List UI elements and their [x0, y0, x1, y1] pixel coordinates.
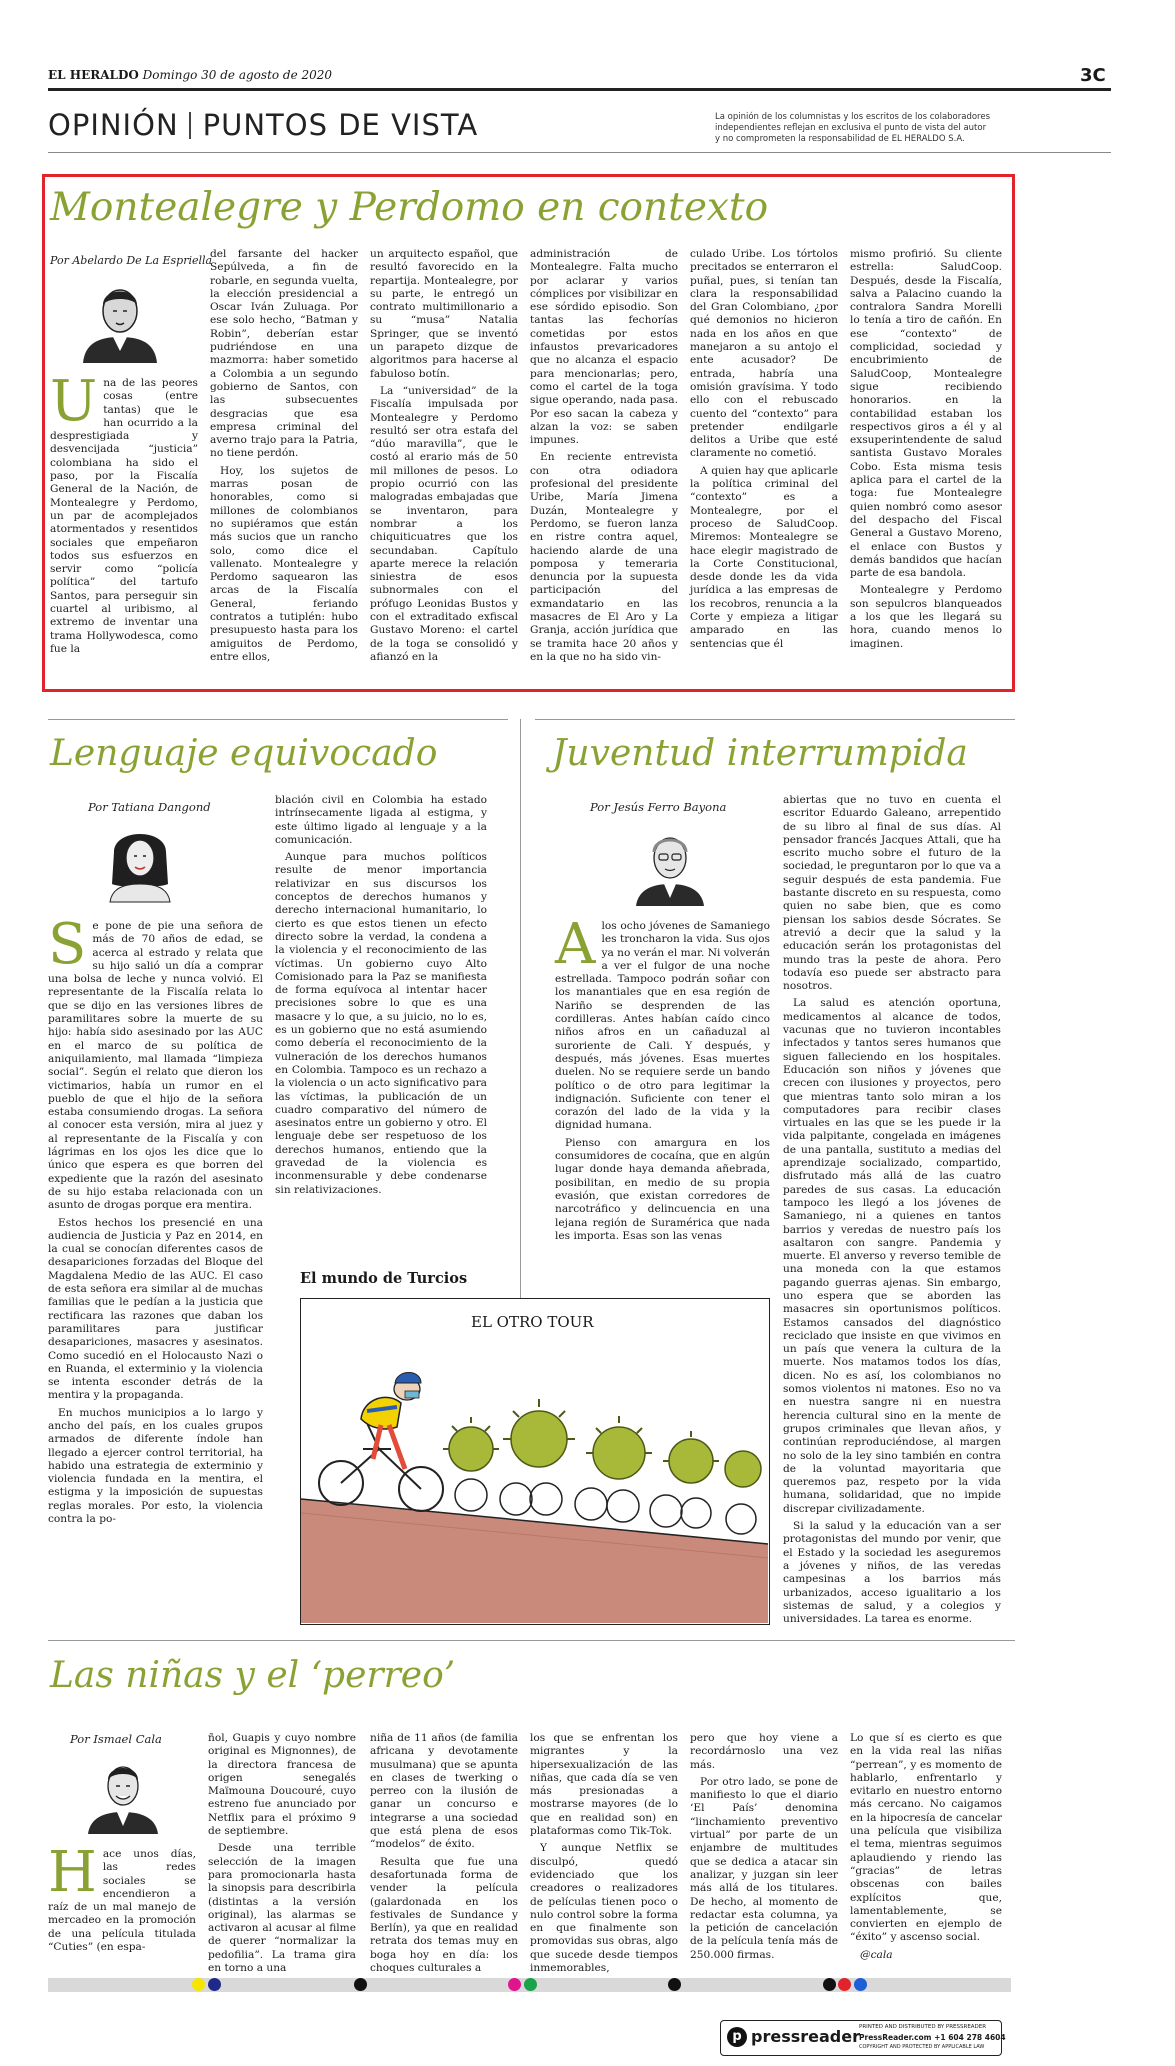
- paragraph: e pone de pie una señora de más de 70 años de edad, se acerca al estrado y relata que su hijo salió un día a comprar una bolsa de leche y nunca volvió. El representante de la Fiscalía relata lo que se dijo en las versiones libres de paramilitares sobre la muerte de su hijo: había sido asesinado por las AUC en el marco de su política de aniquilamiento, mal llamada “limpieza social”. Según el relato que dieron los victimarios, había un rumor en el pueblo de que el hijo de la señora estaba consumiendo drogas. La señora al conocer esta versión, mira al juez y al representante de la Fiscalía y con lágrimas en los ojos les dice que lo único que espera es que borren del expediente que la razón del asesinato de su hijo estaba relacionada con un asunto de drogas porque era mentira.: [48, 920, 263, 1212]
- paragraph: un arquitecto español, que resultó favorecido en la repartija. Montealegre, por su parte, le entregó un contrato multimillonario a su “musa” Natalia Springer, que se inventó un parapeto dizque de algoritmos para hacerse al fabuloso botín.: [370, 248, 518, 380]
- dropcap-montealegre: U: [50, 369, 98, 434]
- pressreader-line-1: PRINTED AND DISTRIBUTED BY PRESSREADER: [859, 2024, 987, 2030]
- byline-montealegre: Por Abelardo De La Espriella: [50, 254, 213, 267]
- cartoon-section-label: El mundo de Turcios: [300, 1270, 468, 1287]
- paragraph: Y aunque Netflix se disculpó, quedó evidenciado que los creadores o realizadores de películas tienen poco o nulo control sobre la forma en que finalmente son promovidas sus obras, algo que sucede desde tiempos inmemorables,: [530, 1842, 678, 1975]
- article-lenguaje-col-1: [48, 912, 263, 1620]
- registration-dot: [668, 1978, 681, 1991]
- paragraph: administración de Montealegre. Falta mucho por aclarar y varios cómplices por visibilizar en ese sórdido episodio. Son tantas las fechorías cometidas por estos infaustos prevaricadores que no alcanza el espacio para mencionarlas; pero, como el cartel de la toga sigue operando, nada pasa. Por eso sacan la cabeza y alzan la voz: se saben impunes.: [530, 248, 678, 447]
- pressreader-badge[interactable]: [720, 2020, 1006, 2056]
- pressreader-line-2: PressReader.com +1 604 278 4604: [859, 2033, 1006, 2042]
- disclaimer-line-2: independientes reflejan en exclusiva el punto de vista del autor: [715, 123, 987, 133]
- author-portrait-espriella: [75, 277, 165, 363]
- divider-bottom: [48, 1640, 1015, 1641]
- article-ninas-col-4: [530, 1732, 678, 1973]
- paragraph: Desde una terrible selección de la imagen para promocionarla hasta la sinopsis para describirla (distintas a la versión original), las alarmas se activaron al acusar al filme de querer “normalizar la pedofilia”. La trama gira en torno a una: [208, 1842, 356, 1975]
- paragraph: Hoy, los sujetos de marras posan de honorables, como si millones de colombianos no supiéramos que están más sucios que un rancho solo, como dice el vallenato. Montealegre y Perdomo saquearon las arcas de la Fiscalía General, feriando contratos a tutiplén: hubo presupuesto hasta para los amiguitos de Perdomo, entre ellos,: [210, 464, 358, 663]
- article-juventud-col-2: [783, 794, 1001, 1624]
- paragraph: mismo profirió. Su cliente estrella: SaludCoop. Después, desde la Fiscalía, salva a Palacino cuando la contralora Sandra Morelli lo tenía a tiro de cañón. En ese “contexto” de complicidad, sociedad y encubrimiento de SaludCoop, Montealegre sigue recibiendo honorarios. en la contabilidad estaban los respectivos giros a él y al exsuperintendente de salud santista Gustavo Morales Cobo. Esta misma tesis aplica para el cartel de la toga: fue Montealegre quien nombró como asesor del despacho del Fiscal General a Gustavo Moreno, el enlace con Bustos y demás bandidos que hacían parte de esa bandola.: [850, 248, 1002, 580]
- article-montealegre-col-5: [690, 248, 838, 687]
- registration-dot: [354, 1978, 367, 1991]
- registration-dot: [854, 1978, 867, 1991]
- paragraph: Por otro lado, se pone de manifiesto lo que el diario ‘El País’ denomina “linchamiento preventivo virtual” por parte de un enjambre de multitudes que se dedica a atacar sin analizar, y juzgan sin leer más allá de los titulares. De hecho, al momento de redactar esta columna, ya la petición de cancelación de la película tenía más de 250.000 firmas.: [690, 1775, 838, 1961]
- disclaimer-line-1: La opinión de los columnistas y los escritos de los colaboradores: [715, 112, 991, 122]
- registration-dot: [838, 1978, 851, 1991]
- paragraph: Montealegre y Perdomo son sepulcros blanqueados a los que les llegará su hora, cuando menos lo imaginen.: [850, 584, 1002, 650]
- headline-lenguaje: Lenguaje equivocado: [50, 733, 438, 774]
- author-portrait-dangond: [100, 822, 180, 902]
- issue-date: Domingo 30 de agosto de 2020: [142, 68, 333, 82]
- pressreader-line-3: COPYRIGHT AND PROTECTED BY APPLICABLE LAW: [859, 2044, 985, 2050]
- section-rule: [48, 152, 1111, 153]
- color-registration-strip: [48, 1978, 1011, 1992]
- article-montealegre-col-1: [50, 369, 198, 687]
- pressreader-logo-text: pressreader: [751, 2027, 860, 2046]
- page-number: 3C: [1080, 65, 1106, 86]
- divider-top-right: [535, 719, 1015, 720]
- article-montealegre-col-3: [370, 248, 518, 687]
- headline-montealegre: Montealegre y Perdomo en contexto: [50, 185, 769, 230]
- paragraph: pero que hoy viene a recordárnoslo una vez más.: [690, 1732, 838, 1771]
- dropcap-lenguaje: S: [48, 912, 87, 977]
- paper-name: EL HERALDO: [48, 68, 139, 82]
- paragraph: los ocho jóvenes de Samaniego les troncharon la vida. Sus ojos ya no verán el mar. Ni volverán a ver el fulgor de una noche estrellada. Tampoco podrán soñar con los manantiales que en esa región de Nariño se desprenden de las cordilleras. Antes habían caído cinco niños afros en un cañaduzal al suroriente de Cali. Y después, y después, más jóvenes. Esas muertes duelen. No se requiere serde un bando político o de otro para legitimar la indignación. Suficiente con tener el corazón del lado de la vida y la dignidad humana.: [555, 920, 770, 1132]
- paragraph: Pienso con amargura en los consumidores de cocaína, que en algún lugar donde haya demanda añebrada, posibilitan, en medio de su propia evasión, que existan corredores de narcotráfico y delincuencia en una lejana región de Suramérica que nada les importa. Esas son las venas: [555, 1136, 770, 1242]
- paragraph: A quien hay que aplicarle la política criminal del “contexto” es a Montealegre, por el proceso de SaludCoop. Miremos: Montealegre se hace elegir magistrado de la Corte Constitucional, desde donde les da vida jurídica a las empresas de los recobros, renuncia a la Corte y empieza a litigar amparado en las sentencias que él: [690, 464, 838, 650]
- byline-lenguaje: Por Tatiana Dangond: [88, 800, 211, 814]
- paragraph: En reciente entrevista con otra odiadora profesional del presidente Uribe, María Jimena Duzán, Montealegre y Perdomo, se fueron lanza en ristre contra aquel, haciendo alarde de una pomposa y temeraria denuncia por la supuesta participación del exmandatario en las masacres de El Aro y La Granja, acción jurídica que se tramita hace 20 años y en la que no ha sido vin-: [530, 451, 678, 663]
- paragraph: ñol, Guapis y cuyo nombre original es Mignonnes), de la directora francesa de origen senegalés Maïmouna Doucouré, cuyo estreno fue anunciado por Netflix para el próximo 9 de septiembre.: [208, 1732, 356, 1838]
- dropcap-juventud: A: [555, 912, 596, 977]
- byline-ninas: Por Ismael Cala: [70, 1732, 162, 1746]
- article-montealegre-col-6: [850, 248, 1002, 687]
- author-portrait-ferro: [628, 822, 712, 906]
- dropcap-ninas: H: [48, 1840, 97, 1905]
- paragraph: na de las peores cosas (entre tantas) que le han ocurrido a la desprestigiada y desvencijada “justicia” colombiana ha sido el paso, por la Fiscalía General de la Nación, de Montealegre y Perdomo, un par de acomplejados atormentados y resentidos sociales que empeñaron todos sus esfuerzos en servir como “policía política” del tartufo Santos, para perseguir sin cuartel al uribismo, al extremo de inventar una trama Hollywodesca, como fue la: [50, 377, 198, 655]
- article-montealegre-col-2: [210, 248, 358, 687]
- article-montealegre-col-4: [530, 248, 678, 687]
- paragraph: blación civil en Colombia ha estado intrínsecamente ligada al estigma, y este último ligado al lenguaje y a la comunicación.: [275, 794, 487, 846]
- paragraph: Resulta que fue una desafortunada forma de vender la película (galardonada en los festivales de Sundance y Berlín), ya que en realidad retrata dos temas muy en boga hoy en día: los choques culturales a: [370, 1855, 518, 1975]
- section-title: [48, 108, 478, 143]
- paragraph: Lo que sí es cierto es que en la vida real las niñas “perrean”, y es momento de hablarlo, enfrentarlo y evitarlo en nuestro entorno más cercano. No caigamos en la hipocresía de cancelar una película que visibiliza el tema, mientras seguimos aplaudiendo y riendo las “gracias” de letras obscenas con bailes explícitos que, lamentablemente, se convierten en ejemplo de “éxito” y ascenso social.: [850, 1732, 1002, 1944]
- headline-juventud: Juventud interrumpida: [552, 733, 968, 774]
- divider-top-left: [48, 719, 508, 720]
- paragraph: ace unos días, las redes sociales se encendieron a raíz de un mal manejo de mercadeo en la promoción de una película titulada “Cuties” (en espa-: [48, 1848, 196, 1954]
- article-ninas-col-6: [850, 1732, 1002, 1973]
- registration-dot: [508, 1978, 521, 1991]
- paragraph: abiertas que no tuvo en cuenta el escritor Eduardo Galeano, arrepentido de su libro al final de sus días. Al pensador francés Jacques Attali, que ha escrito mucho sobre el futuro de la sociedad, le preguntaron por lo que va a seguir después de esta pandemia. Fue bastante discreto en su respuesta, como quien no sabe bien, que es como piensan los sabios desde Sócrates. Se atrevió a decir que la salud y la educación serán los protagonistas del mundo tras la peste de ahora. Pero todavía eso puede ser abstracto para nosotros.: [783, 794, 1001, 993]
- section-separator: [189, 112, 191, 139]
- article-lenguaje-col-2: [275, 794, 487, 1256]
- pressreader-icon: p: [727, 2027, 747, 2047]
- registration-dot: [192, 1978, 205, 1991]
- cartoon-illustration: [301, 1299, 768, 1623]
- paragraph: los que se enfrentan los migrantes y la hipersexualización de las niñas, que cada día se ven más presionadas a mostrarse mayores (de lo que en realidad son) en plataformas como Tik-Tok.: [530, 1732, 678, 1838]
- paragraph: culado Uribe. Los tórtolos precitados se enterraron el puñal, pues, si tenían tan clara la responsabilidad del Gran Colombiano, ¿por qué demonios no hicieron nada en los años en que manejaron a su antojo el ente acusador? De entrada, habría una omisión gravísima. Y todo ello con el rebuscado cuento del “contexto” para pretender endilgarle delitos a Uribe que esté claramente no cometió.: [690, 248, 838, 460]
- paragraph: niña de 11 años (de familia africana y devotamente musulmana) que se apunta en clases de twerking o perreo con la ilusión de ganar un concurso e integrarse a una sociedad que está plena de esos “modelos” de éxito.: [370, 1732, 518, 1851]
- article-ninas-col-2: [208, 1732, 356, 1973]
- headline-ninas: Las niñas y el ‘perreo’: [50, 1655, 456, 1696]
- article-ninas-col-5: [690, 1732, 838, 1973]
- article-ninas-col-3: [370, 1732, 518, 1973]
- article-juventud-col-1: [555, 912, 770, 1242]
- paragraph: Estos hechos los presencié en una audiencia de Justicia y Paz en 2014, en la cual se conocían diferentes casos de desapariciones forzadas del Bloque del Magdalena Medio de las AUC. El caso de esta señora era similar al de muchas familias que le pedían a la justicia que rectificara las razones que daban los paramilitares para justificar desapariciones, masacres y asesinatos. Como sucedió en el Holocausto Nazi o en Ruanda, el exterminio y la violencia se intenta esconder detrás de la mentira y la propaganda.: [48, 1216, 263, 1402]
- registration-dot: [208, 1978, 221, 1991]
- disclaimer-line-3: y no comprometen la responsabilidad de EL HERALDO S.A.: [715, 134, 965, 144]
- paragraph: Aunque para muchos políticos resulte de menor importancia relativizar en sus discursos los conceptos de derechos humanos y derecho internacional humanitario, lo cierto es que estos tienen un efecto directo sobre la verdad, la condena a la violencia y el reconocimiento de las víctimas. Un gobierno cuyo Alto Comisionado para la Paz se manifiesta de forma equívoca al intentar hacer precisiones sobre lo que es una masacre y lo que, a su juicio, no lo es, es un gobierno que no está asumiendo como debería el reconocimiento de la vulneración de los derechos humanos en Colombia. Tampoco es un rechazo a la violencia o un acto significativo para las víctimas, la publicación de un cuadro comparativo del número de asesinatos entre un gobierno y otro. El lenguaje debe ser respetuoso de los derechos humanos, entiendo que la gravedad de la violencia es inconmensurable y debe condenarse sin relativizaciones.: [275, 851, 487, 1196]
- author-handle: @cala: [860, 1948, 893, 1961]
- registration-dot: [524, 1978, 537, 1991]
- paragraph: La salud es atención oportuna, medicamentos al alcance de todos, vacunas que no tuvieron incontables infectados y tantos seres humanos que siguen falleciendo en los hospitales. Educación son niños y jóvenes que crecen con ilusiones y proyectos, pero que mientras tanto solo miran a los computadores para recibir clases virtuales en las que se les puede ir la vida palpitante, congelada en imágenes de una pantalla, sustituto a medias del aprendizaje socializado, compartido, disfrutado más allá de las cuatro paredes de sus casas. La educación tampoco les llegó a los jóvenes de Samaniego, ni a quienes en tantos barrios y veredas de nuestro país los asaltaron con sangre. Pandemia y muerte. El anverso y reverso temible de una moneda con la que estamos pagando guerras ajenas. Sin embargo, uno espera que se aborden las masacres sin oportunismos políticos. Estamos cansados del diagnóstico reciclado que insiste en que vivimos en un país que venera la cultura de la muerte. Nos matamos todos los días, dicen. No es así, los colombianos no somos violentos ni matones. Eso no va en nuestra sangre ni en nuestra herencia cultural sino en la mente de grupos criminales que llevan años, y continúan reproduciéndose, al margen no solo de la ley sino también en contra de la voluntad mayoritaria que queremos paz, respeto por la vida humana, solidaridad, que no impide discrepar civilizadamente.: [783, 997, 1001, 1515]
- article-ninas-col-1: [48, 1840, 196, 1973]
- section-opinion: OPINIÓN: [48, 108, 179, 142]
- author-portrait-cala: [82, 1754, 164, 1834]
- registration-dot: [823, 1978, 836, 1991]
- section-puntos: PUNTOS DE VISTA: [202, 108, 479, 142]
- disclaimer: [715, 112, 1115, 145]
- cartoon-title: EL OTRO TOUR: [471, 1313, 594, 1331]
- masthead-rule: [48, 88, 1111, 91]
- cartoon-frame: [300, 1298, 770, 1625]
- paragraph: del farsante del hacker Sepúlveda, a fin de robarle, en segunda vuelta, la elección presidencial a Oscar Iván Zuluaga. Por ese solo hecho, “Batman y Robin”, deberían estar pudriéndose en una mazmorra: haber sometido a Colombia a un segundo gobierno de Santos, con las subsecuentes desgracias que esa empresa criminal del averno trajo para la Patria, no tiene perdón.: [210, 248, 358, 460]
- byline-juventud: Por Jesús Ferro Bayona: [590, 800, 727, 814]
- paragraph: Si la salud y la educación van a ser protagonistas del mundo por venir, que el Estado y la sociedad les aseguremos a jóvenes y niños, de las veredas campesinas a los barrios más urbanizados, acceso igualitario a los sistemas de salud, y a colegios y universidades. La tarea es enorme.: [783, 1520, 1001, 1626]
- paragraph: En muchos municipios a lo largo y ancho del país, en los cuales grupos armados de diferente índole han llegado a ejercer control territorial, ha habido una estrategia de exterminio y violencia fundada en la mentira, el estigma y la imposición de supuestas reglas morales. Por esto, la violencia contra la po-: [48, 1406, 263, 1526]
- paragraph: La “universidad” de la Fiscalía impulsada por Montealegre y Perdomo resultó ser otra estafa del “dúo maravilla”, que le costó al erario más de 50 mil millones de pesos. Lo propio ocurrió con las malogradas embajadas que se inventaron, para nombrar a los chiquiticuatres que los secundaban. Capítulo aparte merece la relación siniestra de esos subnormales con el prófugo Leonidas Bustos y con el extraditado exfiscal Gustavo Moreno: el cartel de la toga se consolidó y afianzó en la: [370, 384, 518, 663]
- masthead: [48, 68, 648, 82]
